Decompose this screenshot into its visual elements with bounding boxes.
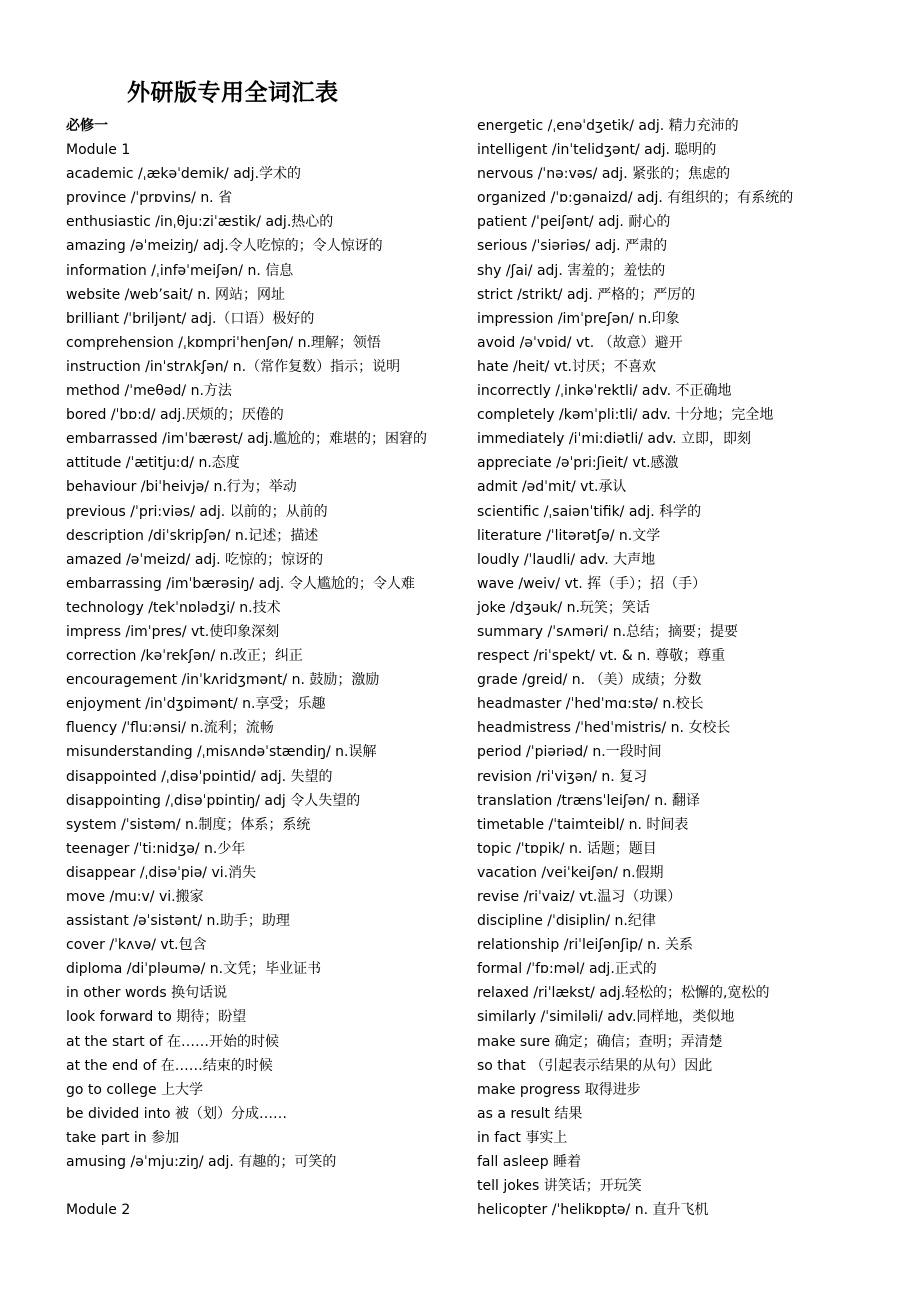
- vocab-entry: enjoyment /inˈdʒɒimənt/ n.享受；乐趣: [66, 696, 326, 713]
- vocab-entry: nervous /ˈnə:vəs/ adj. 紧张的；焦虑的: [477, 166, 731, 183]
- vocab-entry: take part in 参加: [66, 1129, 180, 1146]
- vocab-entry: summary /ˈsʌməri/ n.总结；摘要；提要: [477, 623, 739, 640]
- vocab-entry: system /ˈsistəm/ n.制度；体系；系统: [66, 816, 311, 833]
- vocab-entry: assistant /əˈsistənt/ n.助手；助理: [66, 913, 290, 930]
- vocab-entry: grade /greid/ n. （美）成绩；分数: [477, 672, 702, 689]
- vocab-entry: make sure 确定；确信；查明；弄清楚: [477, 1033, 723, 1050]
- vocab-entry: shy /ʃai/ adj. 害羞的；羞怯的: [477, 262, 666, 279]
- vocab-entry: teenager /ˈti:nidʒə/ n.少年: [66, 840, 246, 857]
- vocab-entry: respect /riˈspekt/ vt. & n. 尊敬；尊重: [477, 648, 726, 665]
- vocab-entry: brilliant /ˈbriljənt/ adj.（口语）极好的: [66, 310, 315, 327]
- vocab-entry: period /ˈpiəriəd/ n.一段时间: [477, 744, 662, 761]
- vocab-entry: topic /ˈtɒpik/ n. 话题；题目: [477, 840, 657, 857]
- vocab-entry: attitude /ˈætitju:d/ n.态度: [66, 455, 240, 472]
- vocab-entry: patient /ˈpeiʃənt/ adj. 耐心的: [477, 214, 671, 231]
- vocab-entry: headmistress /ˈhedˈmistris/ n. 女校长: [477, 720, 731, 737]
- vocab-entry: immediately /iˈmi:diətli/ adv. 立即，即刻: [477, 431, 751, 448]
- vocab-entry: discipline /ˈdisiplin/ n.纪律: [477, 913, 656, 930]
- vocab-entry: loudly /ˈlaudli/ adv. 大声地: [477, 551, 656, 568]
- vocab-entry: amazed /əˈmeizd/ adj. 吃惊的；惊讶的: [66, 551, 324, 568]
- vocab-entry: method /ˈmeθəd/ n.方法: [66, 383, 232, 400]
- vocab-entry: admit /ədˈmit/ vt.承认: [477, 479, 627, 496]
- vocab-entry: revise /riˈvaiz/ vt.温习（功课）: [477, 889, 682, 905]
- vocab-entry: hate /heit/ vt.讨厌；不喜欢: [477, 358, 656, 375]
- vocab-entry: diploma /diˈpləumə/ n.文凭；毕业证书: [66, 961, 322, 978]
- vocab-entry: organized /ˈɒ:gənaizd/ adj. 有组织的；有系统的: [477, 190, 794, 207]
- section-heading: 必修一: [66, 118, 108, 134]
- vocab-entry: intelligent /inˈtelidʒənt/ adj. 聪明的: [477, 142, 717, 159]
- vocab-entry: look forward to 期待；盼望: [66, 1009, 247, 1026]
- vocab-entry: amusing /əˈmju:ziŋ/ adj. 有趣的；可笑的: [66, 1154, 337, 1171]
- vocab-entry: serious /ˈsiəriəs/ adj. 严肃的: [477, 238, 668, 255]
- vocab-entry: relationship /riˈleiʃənʃip/ n. 关系: [477, 937, 693, 954]
- vocab-entry: appreciate /əˈpri:ʃieit/ vt.感激: [477, 455, 679, 472]
- vocab-entry: similarly /ˈsimiləli/ adv.同样地，类似地: [477, 1009, 735, 1026]
- vocab-entry: bored /ˈbɒ:d/ adj.厌烦的；厌倦的: [66, 407, 284, 424]
- vocab-entry: scientific /ˌsaiənˈtifik/ adj. 科学的: [477, 503, 702, 520]
- vocab-entry: wave /weiv/ vt. 挥（手）；招（手）: [477, 575, 707, 592]
- vocab-entry: disappointed /ˌdisəˈpɒintid/ adj. 失望的: [66, 768, 333, 785]
- vocab-entry: cover /ˈkʌvə/ vt.包含: [66, 937, 207, 954]
- vocab-entry: go to college 上大学: [66, 1081, 204, 1098]
- vocab-entry: fall asleep 睡着: [477, 1154, 582, 1171]
- vocab-entry: joke /dʒəuk/ n.玩笑；笑话: [477, 599, 650, 616]
- vocab-entry: translation /trænsˈleiʃən/ n. 翻译: [477, 792, 700, 809]
- vocab-entry: vacation /veiˈkeiʃən/ n.假期: [477, 864, 664, 881]
- vocab-entry: revision /riˈviʒən/ n. 复习: [477, 768, 648, 785]
- vocab-entry: tell jokes 讲笑话；开玩笑: [477, 1178, 642, 1195]
- vocab-entry: enthusiastic /inˌθju:ziˈæstik/ adj.热心的: [66, 214, 334, 231]
- vocab-entry: website /web’sait/ n. 网站；网址: [66, 286, 285, 303]
- page-title: 外研版专用全词汇表: [127, 80, 339, 106]
- vocab-entry: energetic /ˌenəˈdʒetik/ adj. 精力充沛的: [477, 118, 739, 134]
- vocab-entry: information /ˌinfəˈmeiʃən/ n. 信息: [66, 262, 294, 279]
- vocab-entry: completely /kəmˈpli:tli/ adv. 十分地；完全地: [477, 407, 774, 424]
- vocab-entry: at the start of 在……开始的时候: [66, 1033, 279, 1050]
- vocab-entry: as a result 结果: [477, 1105, 583, 1122]
- vocab-entry: formal /ˈfɒ:məl/ adj.正式的: [477, 961, 657, 978]
- blank-line: [66, 1174, 466, 1198]
- vocab-entry: encouragement /inˈkʌridʒmənt/ n. 鼓励；激励: [66, 672, 380, 689]
- vocab-entry: timetable /ˈtaimteibl/ n. 时间表: [477, 816, 689, 833]
- vocab-entry: headmaster /ˈhedˈmɑ:stə/ n.校长: [477, 696, 704, 713]
- vocab-entry: strict /strikt/ adj. 严格的；严厉的: [477, 286, 696, 303]
- vocab-entry: incorrectly /ˌinkəˈrektli/ adv. 不正确地: [477, 383, 732, 400]
- vocab-entry: helicopter /ˈhelikɒptə/ n. 直升飞机: [477, 1202, 709, 1219]
- vocab-entry: amazing /əˈmeiziŋ/ adj.令人吃惊的；令人惊讶的: [66, 238, 383, 255]
- vocab-entry: so that （引起表示结果的从句）因此: [477, 1057, 713, 1074]
- vocab-entry: embarrassing /imˈbærəsiŋ/ adj. 令人尴尬的；令人难: [66, 575, 415, 592]
- vocab-entry: move /mu:v/ vi.搬家: [66, 889, 204, 905]
- vocab-entry: avoid /əˈvɒid/ vt. （故意）避开: [477, 334, 683, 351]
- vocab-entry: province /ˈprɒvins/ n. 省: [66, 190, 233, 207]
- vocab-entry: disappear /ˌdisəˈpiə/ vi.消失: [66, 864, 257, 881]
- vocab-entry: disappointing /ˌdisəˈpɒintiŋ/ adj 令人失望的: [66, 792, 361, 809]
- vocab-entry: relaxed /riˈlækst/ adj.轻松的；松懈的,宽松的: [477, 985, 770, 1002]
- vocab-entry: academic /ˌækəˈdemik/ adj.学术的: [66, 166, 302, 183]
- vocab-entry: impress /imˈpres/ vt.使印象深刻: [66, 623, 280, 640]
- vocab-entry: impression /imˈpreʃən/ n.印象: [477, 310, 680, 327]
- vocab-entry: behaviour /biˈheivjə/ n.行为；举动: [66, 479, 297, 496]
- vocab-entry: in fact 事实上: [477, 1129, 568, 1146]
- vocab-entry: previous /ˈpri:viəs/ adj. 以前的；从前的: [66, 503, 328, 520]
- vocab-entry: make progress 取得进步: [477, 1081, 641, 1098]
- vocab-entry: at the end of 在……结束的时候: [66, 1057, 273, 1074]
- vocab-entry: be divided into 被（划）分成……: [66, 1105, 288, 1122]
- vocab-entry: in other words 换句话说: [66, 985, 228, 1002]
- vocab-entry: description /diˈskripʃən/ n.记述；描述: [66, 527, 319, 544]
- right-column: [477, 114, 907, 1222]
- vocab-entry: comprehension /ˌkɒmpriˈhenʃən/ n.理解；领悟: [66, 334, 381, 351]
- vocab-entry: Module 1: [66, 142, 131, 159]
- vocab-entry: Module 2: [66, 1202, 131, 1219]
- vocab-entry: literature /ˈlitərətʃə/ n.文学: [477, 527, 661, 544]
- vocab-entry: instruction /inˈstrʌkʃən/ n.（常作复数）指示；说明: [66, 358, 401, 375]
- vocab-entry: fluency /ˈflu:ənsi/ n.流利；流畅: [66, 720, 274, 737]
- vocab-entry: misunderstanding /ˌmisʌndəˈstændiŋ/ n.误解: [66, 744, 377, 761]
- left-column: [66, 114, 466, 1222]
- vocab-entry: embarrassed /imˈbærəst/ adj.尴尬的；难堪的；困窘的: [66, 431, 427, 448]
- vocab-entry: correction /kəˈrekʃən/ n.改正；纠正: [66, 648, 303, 665]
- vocab-entry: technology /tekˈnɒlədʒi/ n.技术: [66, 599, 281, 616]
